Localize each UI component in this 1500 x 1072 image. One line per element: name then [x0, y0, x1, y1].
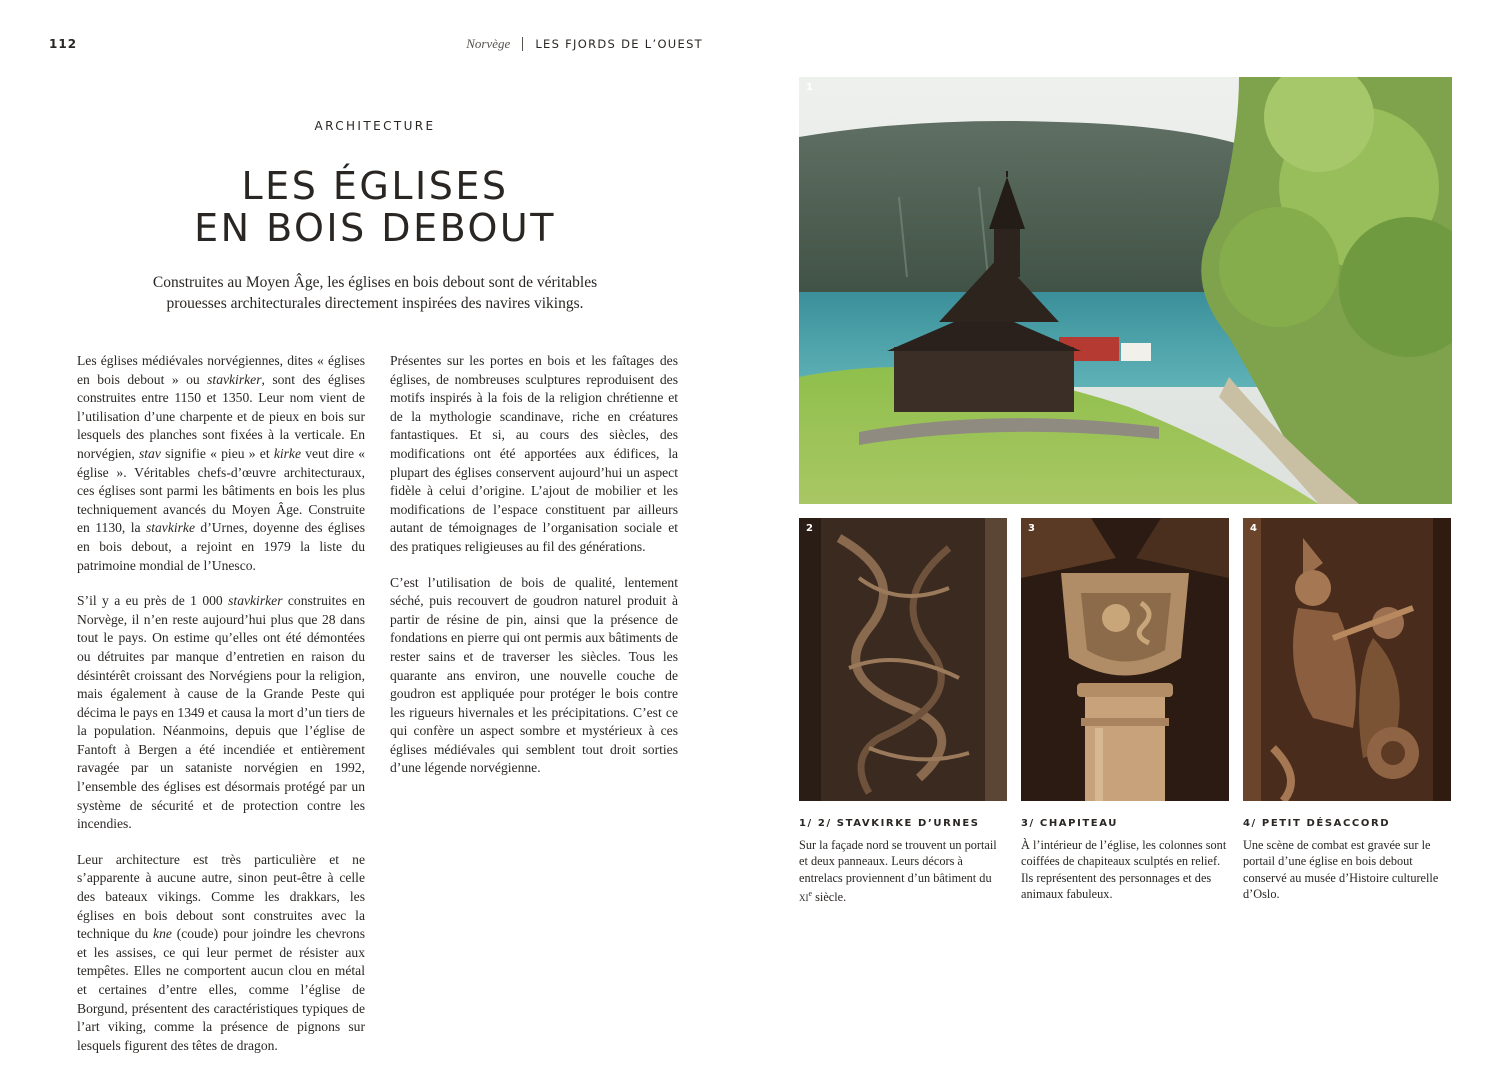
caption-petit-desaccord [1243, 818, 1451, 903]
article-title-line1: LES ÉGLISES [241, 164, 509, 208]
running-header-country: Norvège [466, 36, 511, 51]
body-column-right [390, 352, 678, 795]
photo-number: 4 [1250, 523, 1257, 534]
article-title-line2: EN BOIS DEBOUT [194, 206, 556, 250]
capital-illustration [1021, 518, 1229, 801]
photo-urnes-stave-church [799, 77, 1452, 504]
photo-carved-panel [799, 518, 1007, 801]
caption-title: 1/ 2/ STAVKIRKE D’URNES [799, 818, 980, 829]
article-kicker: ARCHITECTURE [314, 119, 436, 133]
body-paragraph-2: S’il y a eu près de 1 000 stavkirker construites en Norvège, il n’en reste aujourd’hui plus que 28 dans tout le pays. On estime qu’elles ont été démontées ou détruites par manque d’entretien en raison du désintérêt croissant des Norvégiens pour la religion, mais également à cause de la Grande Peste qui décima le pays en 1349 et causa la mort d’un tiers de la population. Néanmoins, depuis que l’église de Fantoft à Bergen a été incendiée et entièrement ravagée par un sataniste norvégien en 1992, l’ensemble des églises est désormais protégé par un système de sécurité et de protection contre les incendies. [77, 593, 366, 832]
landscape-illustration [799, 77, 1452, 504]
photo-number: 3 [1028, 523, 1035, 534]
body-paragraph-5: C’est l’utilisation de bois de qualité, lentement séché, puis recouvert de goudron naturel produit à partir de résine de pin, ainsi que la présence de fondations en pierre qui ont permis aux bâtiments de rester sains et de traverser les siècles. Tous les quarante ans environ, une nouvelle couche de goudron est appliquée pour protéger le bois contre les rigueurs hivernales et les précipitations. C’est ce qui confère un aspect sombre et mystérieux à ces églises médiévales qui semblent tout droit sorties d’une légende norvégienne. [390, 574, 678, 776]
caption-stavkirke-urnes [799, 818, 1007, 906]
photo-number: 1 [806, 82, 813, 93]
photo-combat-carving [1243, 518, 1451, 801]
body-column-left [77, 352, 365, 1072]
page-number: 112 [49, 37, 78, 51]
caption-text: Sur la façade nord se trouvent un portail et deux panneaux. Leurs décors à entrelacs proviennent d’un bâtiment du $xi^e$ siècle. [799, 838, 997, 905]
article-lede-line1: Construites au Moyen Âge, les églises en bois debout sont de véritables [152, 274, 598, 291]
running-header-divider [522, 37, 523, 51]
combat-carving-illustration [1243, 518, 1451, 801]
body-paragraph-3: Leur architecture est très particulière et ne s’apparente à aucune autre, sinon peut-être à celle des bateaux vikings. Comme les drakkars, les églises en bois debout sont construites avec la technique du kne (coude) pour joindre les chevrons et les assises, ce qui leur permet de résister aux tempêtes. Elles ne comportent aucun clou en métal et certaines d’entre elles, comme l’église de Borgund, présentent des caractéristiques typiques de l’art viking, comme la présence de pignons sur lesquels figurent des têtes de dragon. [77, 851, 365, 1053]
running-header [466, 36, 703, 52]
photo-number: 2 [806, 523, 813, 534]
carving-illustration [799, 518, 1007, 801]
caption-title: 3/ CHAPITEAU [1021, 818, 1118, 829]
caption-text: À l’intérieur de l’église, les colonnes sont coiffées de chapiteaux sculptés en relief. Ils représentent des personnages et des animaux fabuleux. [1021, 838, 1227, 902]
article-title [0, 165, 750, 249]
caption-title: 4/ PETIT DÉSACCORD [1243, 818, 1391, 829]
article-lede-line2: prouesses architecturales directement inspirées des navires vikings. [166, 295, 584, 312]
running-header-section: LES FJORDS DE L’OUEST [535, 37, 703, 51]
article-lede [110, 272, 640, 314]
photo-capital [1021, 518, 1229, 801]
body-paragraph-4: Présentes sur les portes en bois et les faîtages des églises, de nombreuses sculptures reproduisent des motifs inspirés à la fois de la religion chrétienne et de la mythologie scandinave, riche en créatures fantastiques. Et si, au cours des siècles, des modifications ont été apportées aux édifices, la plupart des églises conservent aujourd’hui un aspect fidèle à celui d’origine. L’ajout de mobilier et les modifications de l’espace constituent par ailleurs autant de témoignages de l’organisation sociale et des pratiques religieuses au fil des générations. [390, 353, 678, 554]
caption-text: Une scène de combat est gravée sur le portail d’une église en bois debout conservé au musée d’Histoire culturelle d’Oslo. [1243, 838, 1439, 902]
body-paragraph-1: Les églises médiévales norvégiennes, dites « églises en bois debout » ou stavkirker, sont des églises construites entre 1150 et 1350. Leur nom vient de l’utilisation d’une charpente et de pieux en bois sur lesquels des planches sont fixées à la verticale. En norvégien, stav signifie « pieu » et kirke veut dire « église ». Véritables chefs-d’œuvre architecturaux, ces églises sont parmi les bâtiments en bois les plus techniquement avancés du Moyen Âge. Construite en 1130, la stavkirke d’Urnes, doyenne des églises en bois debout, a rejoint en 1979 la liste du patrimoine mondial de l’Unesco. [77, 353, 366, 573]
caption-chapiteau [1021, 818, 1229, 903]
